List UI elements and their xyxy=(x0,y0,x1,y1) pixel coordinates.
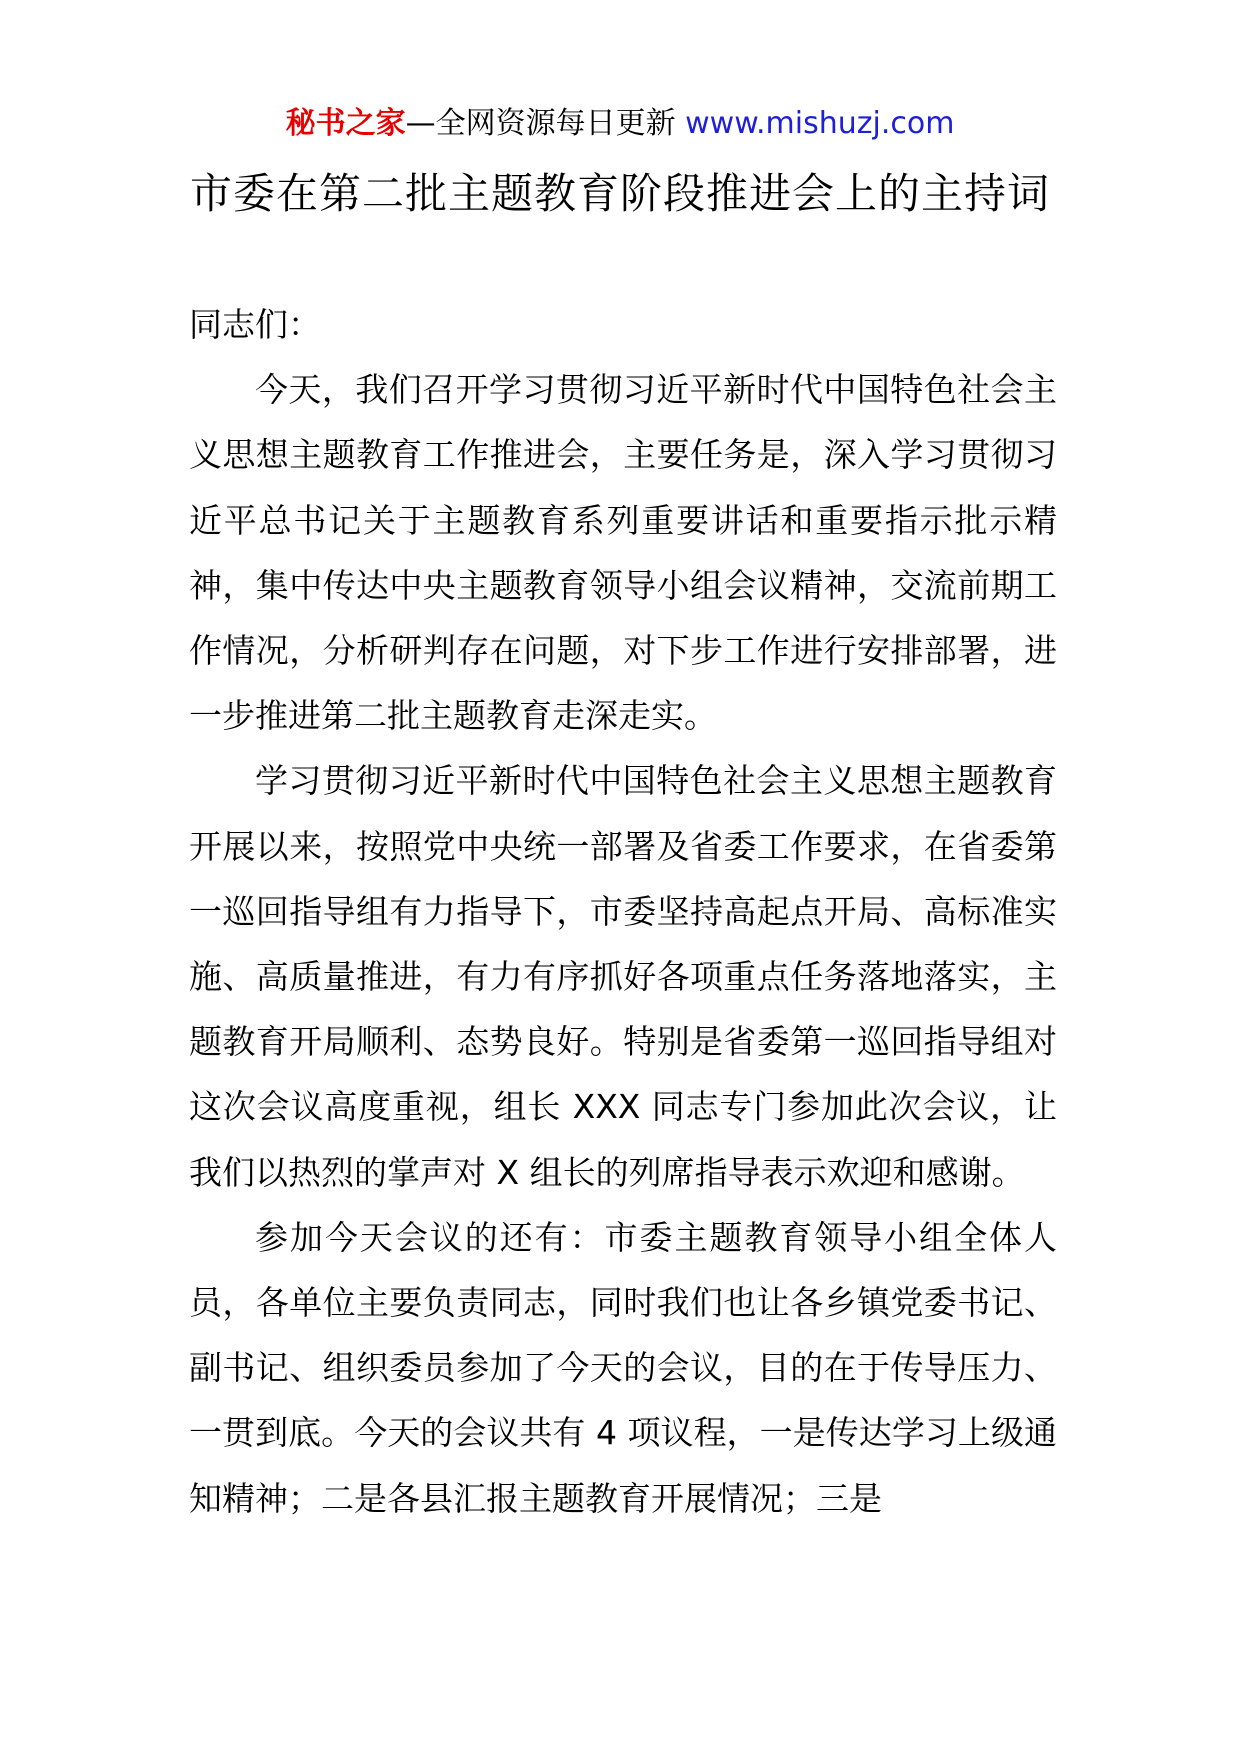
paragraph-1: 今天，我们召开学习贯彻习近平新时代中国特色社会主义思想主题教育工作推进会，主要任务是，深入学习贯彻习近平总书记关于主题教育系列重要讲话和重要指示批示精神，集中传达中央主题教育领导小组会议精神，交流前期工作情况，分析研判存在问题，对下步工作进行安排部署，进一步推进第二批主题教育走深走实。 xyxy=(189,370,1057,736)
paragraph-3: 参加今天会议的还有：市委主题教育领导小组全体人员，各单位主要负责同志，同时我们也让各乡镇党委书记、副书记、组织委员参加了今天的会议，目的在于传导压力、一贯到底。今天的会议共有 4 项议程，一是传达学习上级通知精神；二是各县汇报主题教育开展情况；三是 xyxy=(189,1217,1057,1518)
paragraph-2: 学习贯彻习近平新时代中国特色社会主义思想主题教育开展以来，按照党中央统一部署及省委工作要求，在省委第一巡回指导组有力指导下，市委坚持高起点开局、高标准实施、高质量推进，有力有序抓好各项重点任务落地落实，主题教育开局顺利、态势良好。特别是省委第一巡回指导组对这次会议高度重视，组长 XXX 同志专门参加此次会议，让我们以热烈的掌声对 X 组长的列席指导表示欢迎和感谢。 xyxy=(189,761,1057,1192)
salutation: 同志们： xyxy=(189,305,321,344)
site-url-link[interactable]: www.mishuzj.com xyxy=(685,106,955,141)
brand-name: 秘书之家 xyxy=(285,106,406,141)
document-title: 市委在第二批主题教育阶段推进会上的主持词 xyxy=(189,169,1050,218)
header-tagline: —全网资源每日更新 xyxy=(405,106,676,141)
site-header xyxy=(0,100,1240,148)
document-body xyxy=(189,292,1057,1531)
